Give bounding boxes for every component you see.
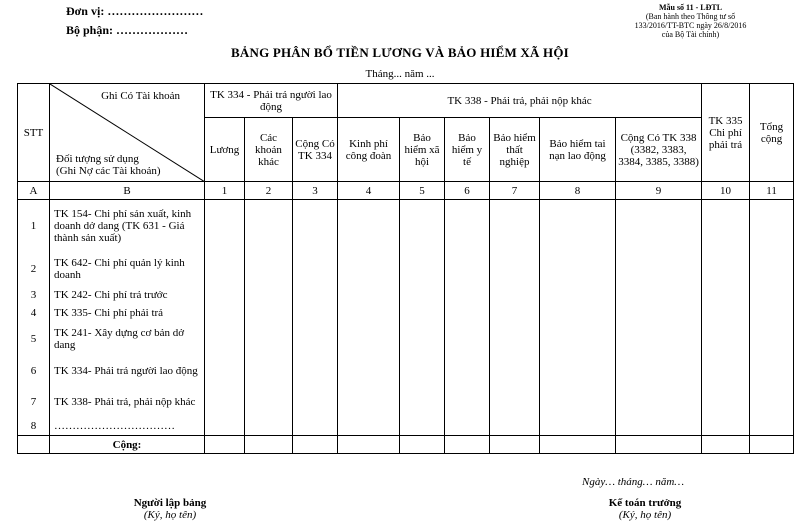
- row-account-label: TK 154- Chi phí sản xuất, kinh doanh dở dang (TK 631 - Giá thành sản xuất): [50, 200, 205, 252]
- amount-cell: [293, 386, 338, 418]
- amount-cell: [245, 286, 293, 304]
- amount-cell: [616, 356, 702, 386]
- index-cell: 9: [616, 182, 702, 200]
- unit-field: Đơn vị: ……………………: [66, 4, 204, 18]
- row-account-label: TK 338- Phải trả, phải nộp khác: [50, 386, 205, 418]
- table-row: [18, 418, 794, 436]
- group-tk338: TK 338 - Phải trả, phải nộp khác: [338, 84, 702, 118]
- amount-cell: [338, 286, 400, 304]
- accountant-title: Kế toán trưởng: [608, 497, 682, 509]
- amount-cell: [245, 386, 293, 418]
- amount-cell: [245, 252, 293, 286]
- row-account-label: TK 335- Chi phí phải trả: [50, 304, 205, 322]
- amount-cell: [400, 304, 445, 322]
- debit-object-line-2: (Ghi Nợ các Tài khoản): [56, 165, 161, 177]
- amount-cell: [293, 322, 338, 356]
- amount-cell: [205, 200, 245, 252]
- amount-cell: [702, 252, 750, 286]
- index-cell: 6: [445, 182, 490, 200]
- amount-cell: [445, 304, 490, 322]
- amount-cell: [490, 322, 540, 356]
- index-cell: 5: [400, 182, 445, 200]
- diagonal-header-cell: [50, 84, 205, 182]
- amount-cell: [338, 200, 400, 252]
- accountant-signature: [585, 497, 705, 521]
- amount-cell: [205, 252, 245, 286]
- amount-cell: [245, 418, 293, 436]
- row-account-label: TK 334- Phải trả người lao động: [50, 356, 205, 386]
- row-stt: 7: [18, 386, 50, 418]
- amount-cell: [245, 322, 293, 356]
- preparer-signature: [110, 497, 230, 521]
- amount-cell: [490, 252, 540, 286]
- row-account-label: TK 642- Chi phí quản lý kinh doanh: [50, 252, 205, 286]
- amount-cell: [245, 304, 293, 322]
- amount-cell: [490, 286, 540, 304]
- amount-cell: [750, 322, 794, 356]
- amount-cell: [205, 304, 245, 322]
- amount-cell: [490, 200, 540, 252]
- sub-header: Bảo hiểm thất nghiệp: [490, 118, 540, 182]
- table-row: [18, 322, 794, 356]
- sub-header: Kinh phí công đoàn: [338, 118, 400, 182]
- table-row: [18, 386, 794, 418]
- amount-cell: [540, 322, 616, 356]
- debit-object-label: [56, 153, 161, 177]
- amount-cell: [445, 286, 490, 304]
- form-number: Mẫu số 11 - LĐTL: [658, 3, 723, 12]
- amount-cell: [338, 304, 400, 322]
- index-cell: 10: [702, 182, 750, 200]
- amount-cell: [540, 252, 616, 286]
- form-note-1: (Ban hành theo Thông tư số: [645, 12, 736, 21]
- row-account-label: TK 241- Xây dựng cơ bản dở dang: [50, 322, 205, 356]
- sub-header: Bảo hiểm y tế: [445, 118, 490, 182]
- amount-cell: [616, 418, 702, 436]
- amount-cell: [205, 322, 245, 356]
- department-field: Bộ phận: ………………: [66, 23, 189, 37]
- col-tk335: TK 335 Chi phí phải trả: [702, 84, 750, 182]
- amount-cell: [750, 356, 794, 386]
- form-note-2: 133/2016/TT-BTC ngày 26/8/2016: [634, 21, 747, 30]
- amount-cell: [540, 286, 616, 304]
- row-stt: 8: [18, 418, 50, 436]
- index-cell: B: [50, 182, 205, 200]
- amount-cell: [400, 322, 445, 356]
- index-cell: 1: [205, 182, 245, 200]
- row-stt: 2: [18, 252, 50, 286]
- amount-cell: [490, 386, 540, 418]
- total-label: Cộng:: [50, 436, 205, 454]
- amount-cell: [702, 200, 750, 252]
- row-account-label: TK 242- Chi phí trả trước: [50, 286, 205, 304]
- table-row: [18, 356, 794, 386]
- sub-header: Bảo hiểm xã hội: [400, 118, 445, 182]
- index-cell: 2: [245, 182, 293, 200]
- debit-object-line-1: Đối tượng sử dụng: [56, 153, 139, 165]
- row-stt: 3: [18, 286, 50, 304]
- index-cell: 7: [490, 182, 540, 200]
- amount-cell: [490, 304, 540, 322]
- amount-cell: [205, 286, 245, 304]
- amount-cell: [245, 200, 293, 252]
- index-cell: 4: [338, 182, 400, 200]
- amount-cell: [293, 252, 338, 286]
- document-title: BẢNG PHÂN BỔ TIỀN LƯƠNG VÀ BẢO HIỂM XÃ HỘI: [231, 45, 569, 60]
- amount-cell: [750, 286, 794, 304]
- amount-cell: [616, 304, 702, 322]
- amount-cell: [400, 286, 445, 304]
- amount-cell: [400, 200, 445, 252]
- amount-cell: [400, 418, 445, 436]
- amount-cell: [400, 252, 445, 286]
- amount-cell: [616, 322, 702, 356]
- amount-cell: [702, 322, 750, 356]
- amount-cell: [445, 418, 490, 436]
- amount-cell: [750, 418, 794, 436]
- total-row: [18, 436, 794, 454]
- amount-cell: [338, 356, 400, 386]
- index-cell: 11: [750, 182, 794, 200]
- stt-header: STT: [18, 84, 50, 182]
- index-cell: 8: [540, 182, 616, 200]
- amount-cell: [616, 252, 702, 286]
- amount-cell: [445, 386, 490, 418]
- table-row: [18, 304, 794, 322]
- period-line: Tháng... năm ...: [365, 68, 435, 80]
- amount-cell: [750, 386, 794, 418]
- sub-header: Cộng Có TK 338 (3382, 3383, 3384, 3385, 3388): [616, 118, 702, 182]
- amount-cell: [490, 418, 540, 436]
- index-cell: 3: [293, 182, 338, 200]
- amount-cell: [293, 304, 338, 322]
- amount-cell: [445, 252, 490, 286]
- index-row: [18, 182, 794, 200]
- accountant-sign-note: (Ký, họ tên): [618, 509, 672, 521]
- amount-cell: [540, 304, 616, 322]
- amount-cell: [338, 252, 400, 286]
- sub-header: Các khoản khác: [245, 118, 293, 182]
- row-account-label: ……………………………: [50, 418, 205, 436]
- amount-cell: [293, 356, 338, 386]
- amount-cell: [205, 418, 245, 436]
- sub-header: Cộng Có TK 334: [293, 118, 338, 182]
- amount-cell: [540, 418, 616, 436]
- amount-cell: [702, 286, 750, 304]
- amount-cell: [293, 200, 338, 252]
- amount-cell: [338, 386, 400, 418]
- amount-cell: [293, 286, 338, 304]
- row-stt: 1: [18, 200, 50, 252]
- amount-cell: [445, 356, 490, 386]
- group-tk334: TK 334 - Phải trả người lao động: [205, 84, 338, 118]
- amount-cell: [245, 356, 293, 386]
- amount-cell: [540, 200, 616, 252]
- table-row: [18, 252, 794, 286]
- row-stt: 5: [18, 322, 50, 356]
- amount-cell: [750, 252, 794, 286]
- amount-cell: [702, 304, 750, 322]
- amount-cell: [205, 386, 245, 418]
- allocation-table: [17, 83, 794, 454]
- amount-cell: [540, 356, 616, 386]
- amount-cell: [205, 356, 245, 386]
- amount-cell: [338, 322, 400, 356]
- row-stt: 4: [18, 304, 50, 322]
- amount-cell: [540, 386, 616, 418]
- amount-cell: [702, 386, 750, 418]
- date-line: Ngày… tháng… năm…: [582, 476, 685, 488]
- amount-cell: [616, 286, 702, 304]
- amount-cell: [750, 200, 794, 252]
- amount-cell: [400, 356, 445, 386]
- amount-cell: [293, 418, 338, 436]
- table-row: [18, 286, 794, 304]
- amount-cell: [702, 418, 750, 436]
- amount-cell: [750, 304, 794, 322]
- preparer-title: Người lập bảng: [133, 497, 207, 509]
- col-total: Tổng cộng: [750, 84, 794, 182]
- amount-cell: [445, 200, 490, 252]
- amount-cell: [616, 200, 702, 252]
- sub-header: Bảo hiểm tai nạn lao động: [540, 118, 616, 182]
- amount-cell: [445, 322, 490, 356]
- amount-cell: [616, 386, 702, 418]
- row-stt: 6: [18, 356, 50, 386]
- index-cell: A: [18, 182, 50, 200]
- amount-cell: [400, 386, 445, 418]
- credit-account-label: Ghi Có Tài khoản: [101, 90, 180, 102]
- form-code-block: [588, 3, 793, 39]
- form-note-3: của Bộ Tài chính): [661, 30, 720, 39]
- preparer-sign-note: (Ký, họ tên): [143, 509, 197, 521]
- table-row: [18, 200, 794, 252]
- sub-header: Lương: [205, 118, 245, 182]
- amount-cell: [702, 356, 750, 386]
- amount-cell: [338, 418, 400, 436]
- amount-cell: [490, 356, 540, 386]
